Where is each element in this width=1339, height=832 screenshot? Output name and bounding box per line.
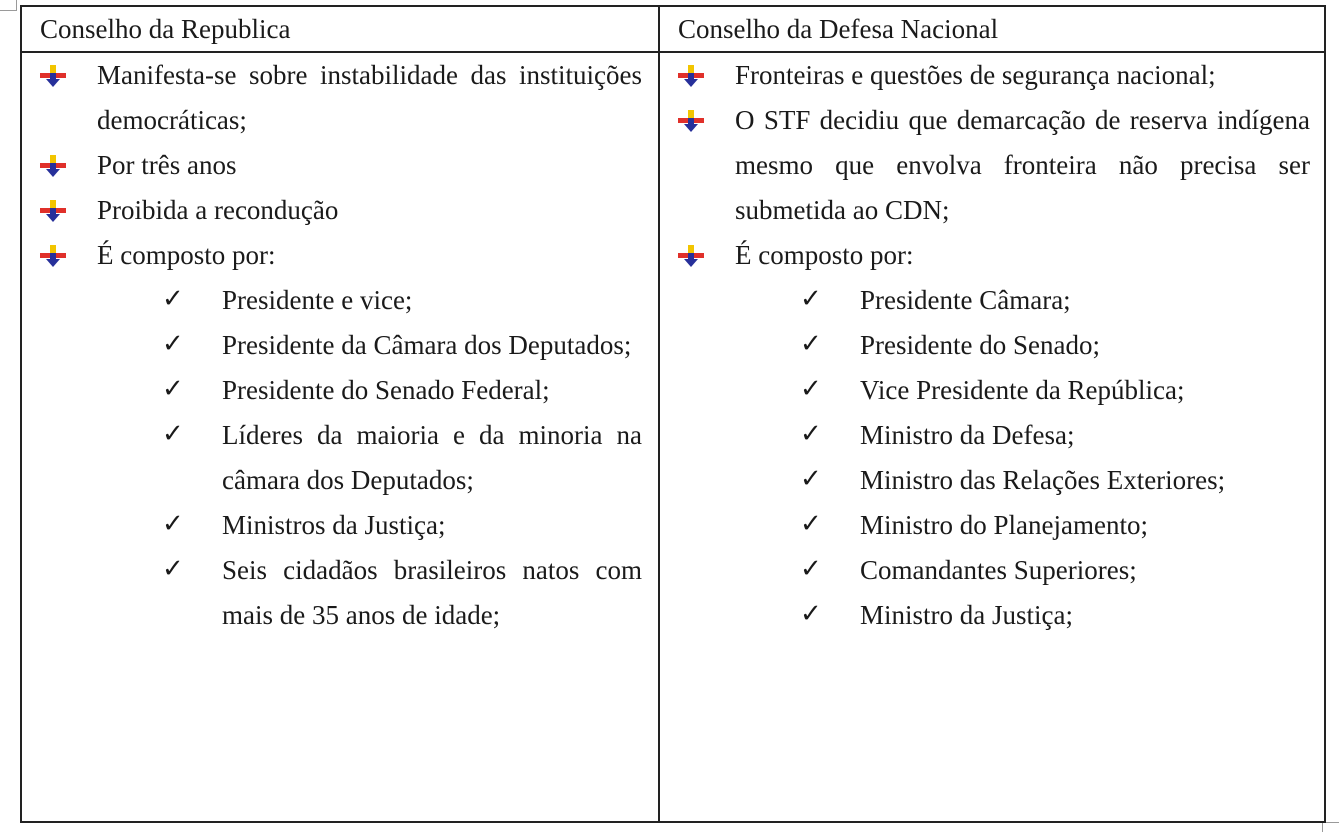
- check-icon: ✓: [800, 599, 822, 629]
- arrow-down-icon: [40, 65, 66, 87]
- check-item: [22, 548, 658, 638]
- check-icon: ✓: [162, 329, 184, 359]
- arrow-down-icon: [678, 245, 704, 267]
- check-item: [660, 458, 1324, 503]
- item-text: Ministro da Justiça;: [860, 600, 1073, 630]
- content-row: [21, 52, 1325, 822]
- bullet-item: [22, 143, 658, 188]
- check-item: [660, 503, 1324, 548]
- check-icon: ✓: [800, 329, 822, 359]
- check-icon: ✓: [162, 554, 184, 584]
- item-text: Presidente do Senado Federal;: [222, 375, 550, 405]
- check-item: [660, 548, 1324, 593]
- check-item: [660, 323, 1324, 368]
- check-icon: ✓: [162, 419, 184, 449]
- item-text: Manifesta-se sobre instabilidade das instituições democráticas;: [97, 60, 642, 135]
- corner-crop-mark: [0, 0, 17, 11]
- arrow-down-icon: [678, 65, 704, 87]
- header-cell-right: [659, 6, 1325, 52]
- check-item: [22, 413, 658, 503]
- header-row: [21, 6, 1325, 52]
- content-cell-left: [21, 52, 659, 822]
- check-icon: ✓: [800, 509, 822, 539]
- item-text: Fronteiras e questões de segurança nacional;: [735, 60, 1216, 90]
- check-icon: ✓: [162, 374, 184, 404]
- arrow-down-icon: [678, 110, 704, 132]
- item-text: Vice Presidente da República;: [860, 375, 1185, 405]
- bullet-item: [660, 98, 1324, 233]
- column-header-left: Conselho da Republica: [40, 14, 291, 44]
- check-item: [22, 503, 658, 548]
- check-item: [660, 368, 1324, 413]
- item-text: Ministros da Justiça;: [222, 510, 446, 540]
- check-item: [22, 278, 658, 323]
- bullet-item: [660, 53, 1324, 98]
- check-item: [660, 278, 1324, 323]
- check-item: [660, 593, 1324, 638]
- bullet-item: [22, 188, 658, 233]
- item-text: É composto por:: [97, 240, 276, 270]
- bullet-item: [22, 53, 658, 143]
- column-header-right: Conselho da Defesa Nacional: [678, 14, 999, 44]
- content-cell-right: [659, 52, 1325, 822]
- item-text: Comandantes Superiores;: [860, 555, 1137, 585]
- item-text: Presidente Câmara;: [860, 285, 1071, 315]
- item-text: O STF decidiu que demarcação de reserva indígena mesmo que envolva fronteira não precisa ser submetida ao CDN;: [735, 105, 1310, 225]
- bullet-list-left: [22, 53, 658, 638]
- check-icon: ✓: [800, 419, 822, 449]
- corner-crop-mark: [1322, 822, 1339, 832]
- check-icon: ✓: [800, 554, 822, 584]
- check-icon: ✓: [800, 284, 822, 314]
- item-text: Líderes da maioria e da minoria na câmara dos Deputados;: [222, 420, 642, 495]
- item-text: É composto por:: [735, 240, 914, 270]
- check-icon: ✓: [162, 284, 184, 314]
- check-icon: ✓: [162, 509, 184, 539]
- item-text: Proibida a recondução: [97, 195, 339, 225]
- item-text: Ministro do Planejamento;: [860, 510, 1148, 540]
- item-text: Ministro da Defesa;: [860, 420, 1075, 450]
- check-icon: ✓: [800, 374, 822, 404]
- item-text: Presidente e vice;: [222, 285, 413, 315]
- check-icon: ✓: [800, 464, 822, 494]
- item-text: Seis cidadãos brasileiros natos com mais de 35 anos de idade;: [222, 555, 642, 630]
- check-item: [22, 323, 658, 368]
- item-text: Presidente do Senado;: [860, 330, 1100, 360]
- header-cell-left: [21, 6, 659, 52]
- arrow-down-icon: [40, 155, 66, 177]
- arrow-down-icon: [40, 200, 66, 222]
- item-text: Presidente da Câmara dos Deputados;: [222, 330, 632, 360]
- item-text: Por três anos: [97, 150, 237, 180]
- bullet-item: [22, 233, 658, 278]
- check-item: [660, 413, 1324, 458]
- arrow-down-icon: [40, 245, 66, 267]
- item-text: Ministro das Relações Exteriores;: [860, 465, 1226, 495]
- comparison-table: [20, 5, 1326, 823]
- bullet-list-right: [660, 53, 1324, 638]
- check-item: [22, 368, 658, 413]
- bullet-item: [660, 233, 1324, 278]
